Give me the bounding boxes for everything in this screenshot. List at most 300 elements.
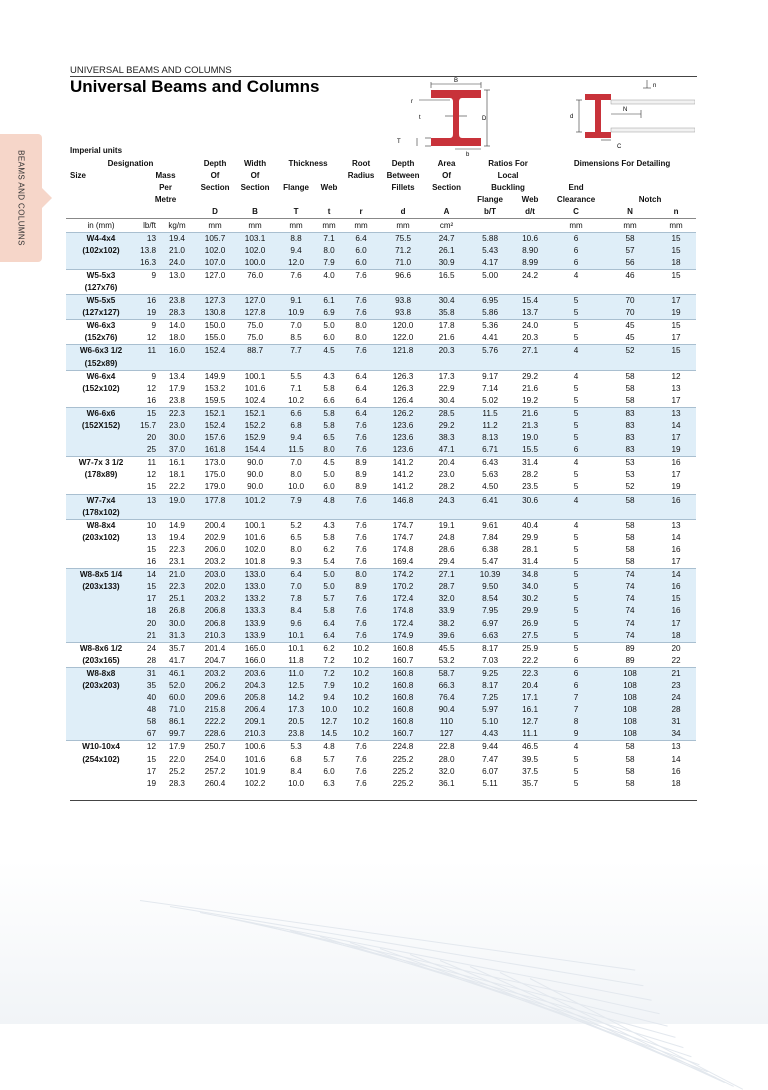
cell-width-B: 90.0 — [235, 457, 275, 470]
diagram-label-c: C — [617, 144, 622, 150]
header-symbol-d: d — [400, 207, 406, 217]
diagram-label-r: r — [411, 99, 413, 105]
cell-notch-N: 57 — [604, 245, 656, 257]
cell-mass-kgm: 28.3 — [169, 778, 185, 788]
cell-clearance-C: 8 — [548, 716, 604, 728]
cell-mass-lbft: 11 — [136, 457, 159, 470]
cell-designation: (102x102) — [66, 245, 136, 257]
table-row — [66, 692, 696, 704]
header-symbol-dt: d/t — [525, 207, 535, 217]
cell-web-t: 7.2 — [317, 667, 341, 680]
cell-area-A: 38.3 — [425, 432, 468, 444]
cell-depth-d: 121.8 — [381, 345, 425, 358]
cell-designation: W7-7x 3 1/2 — [66, 457, 136, 470]
cell-flange-T: 6.8 — [290, 754, 302, 764]
cell-mass-kgm: 37.0 — [159, 444, 195, 457]
cell-mass-lbft: 31 — [136, 667, 159, 680]
cell-designation — [66, 444, 136, 457]
cell-depth-D: 228.6 — [195, 728, 235, 741]
cell-web-t: 6.2 — [317, 642, 341, 655]
cell-depth-D: 206.8 — [195, 605, 235, 617]
cell-depth-D: 206.2 — [195, 680, 235, 692]
cell-mass-lbft: 13 — [136, 494, 159, 507]
cell-notch-n: 16 — [656, 605, 696, 617]
table-row — [66, 766, 696, 778]
cell-ratio-bT: 9.44 — [468, 741, 512, 754]
cell-clearance-C: 5 — [548, 605, 604, 617]
cell-mass-kgm: 25.2 — [169, 766, 185, 776]
cell-root-r: 8.0 — [355, 333, 367, 343]
header-symbol-C: C — [573, 207, 579, 217]
cell-web-t: 7.2 — [323, 655, 335, 665]
cell-area-A: 127 — [425, 728, 468, 741]
cell-depth-d: 160.7 — [392, 655, 414, 665]
cell-depth-D: 201.4 — [195, 642, 235, 655]
cell-clearance-C: 4 — [548, 370, 604, 383]
cell-area-A: 29.2 — [425, 420, 468, 432]
cell-root-r: 8.0 — [341, 320, 381, 333]
cell-flange-T: 7.0 — [275, 581, 317, 593]
table-row — [66, 605, 696, 617]
cell-depth-d: 120.0 — [381, 320, 425, 333]
cell-web-t: 7.9 — [317, 680, 341, 692]
cell-mass-lbft: 13 — [146, 532, 156, 542]
cell-width-B: 100.1 — [235, 370, 275, 383]
cell-ratio-dt: 26.9 — [512, 617, 548, 629]
cell-notch-N: 74 — [604, 593, 656, 605]
cell-area-A: 24.3 — [425, 494, 468, 507]
cell-web-t: 5.7 — [317, 593, 341, 605]
background-streak — [140, 900, 635, 971]
cell-notch-n: 18 — [671, 778, 681, 788]
table-row — [66, 370, 696, 383]
background-streak — [170, 906, 644, 986]
cell-ratio-dt: 10.6 — [512, 232, 548, 245]
cell-notch-N: 53 — [625, 470, 635, 480]
cell-area-A: 76.4 — [425, 692, 468, 704]
cell-designation: (152X152) — [66, 420, 136, 432]
table-row — [66, 680, 696, 692]
cell-notch-n: 16 — [656, 581, 696, 593]
cell-mass-lbft: 12 — [146, 333, 156, 343]
cell-notch-N: 58 — [625, 754, 635, 764]
cell-ratio-bT: 9.50 — [468, 581, 512, 593]
cell-mass-lbft: 35 — [136, 680, 159, 692]
cell-depth-D: 127.0 — [195, 269, 235, 282]
cell-ratio-dt: 27.1 — [512, 345, 548, 358]
cell-notch-n: 13 — [656, 741, 696, 754]
cell-area-A: 26.1 — [425, 245, 468, 257]
cell-flange-T: 11.5 — [275, 444, 317, 457]
cell-width-B: 100.1 — [235, 519, 275, 532]
cell-mass-kgm: 22.3 — [159, 407, 195, 420]
cell-mass-kgm: 46.1 — [159, 667, 195, 680]
header-area-of: Of — [442, 171, 451, 181]
header-row-2 — [66, 170, 696, 182]
cell-area-A: 36.1 — [438, 778, 455, 788]
cell-ratio-dt: 25.9 — [512, 642, 548, 655]
header-ratio-web: Web — [521, 195, 539, 205]
cell-web-t: 5.0 — [317, 320, 341, 333]
cell-designation — [66, 432, 136, 444]
cell-depth-D: 210.3 — [195, 630, 235, 643]
cell-ratio-dt: 21.6 — [512, 407, 548, 420]
cell-mass-kgm: 31.3 — [159, 630, 195, 643]
cell-width-B: 166.0 — [244, 655, 266, 665]
cell-flange-T — [275, 358, 317, 371]
cell-notch-n: 16 — [671, 766, 681, 776]
cell-ratio-bT: 5.63 — [482, 470, 499, 480]
cell-clearance-C: 5 — [573, 532, 579, 542]
cell-clearance-C: 4 — [548, 741, 604, 754]
cell-mass-kgm: 18.0 — [169, 333, 185, 343]
cell-ratio-dt: 12.7 — [512, 716, 548, 728]
cell-flange-T: 9.4 — [275, 245, 317, 257]
cell-width-B: 206.4 — [235, 704, 275, 716]
cell-notch-N: 45 — [625, 333, 635, 343]
cell-area-A: 28.0 — [438, 754, 455, 764]
cell-depth-D: 204.7 — [204, 655, 226, 665]
cell-depth-d: 93.8 — [381, 307, 425, 320]
cell-mass-lbft: 19 — [146, 778, 156, 788]
cell-ratio-dt: 30.6 — [512, 494, 548, 507]
table-row — [66, 630, 696, 643]
cell-ratio-bT: 8.17 — [468, 680, 512, 692]
cell-web-t: 6.0 — [323, 766, 335, 776]
cell-depth-D: 203.2 — [195, 667, 235, 680]
cell-flange-T: 8.0 — [290, 544, 302, 554]
cell-designation — [66, 704, 136, 716]
cell-depth-d: 174.7 — [381, 519, 425, 532]
cell-mass-lbft: 17 — [146, 766, 156, 776]
table-row — [66, 444, 696, 457]
cell-depth-D: 157.6 — [195, 432, 235, 444]
cell-depth-d: 160.8 — [381, 704, 425, 716]
cell-area-A: 30.4 — [438, 395, 455, 405]
cell-clearance-C: 5 — [548, 642, 604, 655]
cell-flange-T: 23.8 — [275, 728, 317, 741]
cell-root-r: 7.6 — [355, 754, 367, 764]
cell-area-A: 28.6 — [438, 544, 455, 554]
unit-cell: mm — [317, 219, 341, 232]
cell-ratio-dt: 29.9 — [512, 605, 548, 617]
cell-ratio-dt: 30.2 — [512, 593, 548, 605]
cell-flange-T: 10.1 — [275, 630, 317, 643]
cell-mass-kgm: 26.8 — [159, 605, 195, 617]
cell-area-A — [425, 358, 468, 371]
cell-depth-d: 141.2 — [392, 482, 414, 492]
cell-designation: (203x203) — [66, 680, 136, 692]
cell-area-A: 20.4 — [425, 457, 468, 470]
cell-root-r: 6.4 — [341, 407, 381, 420]
cell-ratio-dt — [512, 507, 548, 520]
cell-notch-N: 52 — [625, 482, 635, 492]
header-end: End — [568, 183, 584, 193]
header-symbol-n: n — [673, 207, 679, 217]
header-symbol-D: D — [212, 207, 218, 217]
cell-web-t: 9.4 — [317, 692, 341, 704]
header-width-of: Of — [250, 171, 260, 181]
cell-mass-lbft — [136, 358, 159, 371]
cell-designation: (152x76) — [84, 333, 118, 343]
cell-mass-lbft: 21 — [136, 630, 159, 643]
unit-cell: mm — [235, 219, 275, 232]
cell-width-B: 90.0 — [247, 482, 263, 492]
header-radius: Radius — [347, 171, 375, 181]
cell-mass-lbft: 12 — [146, 470, 156, 480]
cell-designation — [66, 605, 136, 617]
running-header: UNIVERSAL BEAMS AND COLUMNS — [70, 65, 232, 76]
header-symbol-A: A — [443, 207, 450, 217]
cell-depth-D — [195, 507, 235, 520]
cell-mass-lbft: 15 — [146, 482, 156, 492]
cell-notch-n: 28 — [656, 704, 696, 716]
header-row-1 — [66, 158, 696, 170]
cell-notch-n: 19 — [656, 307, 696, 320]
cell-clearance-C: 6 — [548, 257, 604, 270]
cell-width-B: 101.2 — [235, 494, 275, 507]
cell-flange-T: 6.4 — [275, 569, 317, 582]
cell-designation: (203x165) — [82, 655, 120, 665]
cell-width-B: 102.2 — [244, 778, 266, 788]
cell-mass-kgm: 16.1 — [159, 457, 195, 470]
cell-depth-d: 169.4 — [392, 557, 414, 567]
cell-web-t — [317, 507, 341, 520]
cell-area-A: 29.4 — [438, 557, 455, 567]
cell-depth-d: 126.3 — [392, 383, 414, 393]
cell-depth-D: 161.8 — [195, 444, 235, 457]
cell-mass-kgm: 25.1 — [159, 593, 195, 605]
cell-width-B: 133.9 — [235, 630, 275, 643]
cell-mass-kgm: 60.0 — [159, 692, 195, 704]
cell-notch-N — [604, 507, 656, 520]
cell-mass-lbft: 10 — [136, 519, 159, 532]
cell-notch-N: 58 — [604, 494, 656, 507]
cell-web-t: 8.0 — [317, 245, 341, 257]
cell-depth-d: 160.8 — [381, 692, 425, 704]
cell-mass-kgm: 14.9 — [159, 519, 195, 532]
cell-clearance-C: 5 — [573, 557, 579, 567]
cell-ratio-bT: 9.61 — [468, 519, 512, 532]
cell-mass-lbft — [136, 507, 159, 520]
cell-clearance-C: 5 — [573, 778, 579, 788]
cell-depth-d — [381, 507, 425, 520]
cell-depth-d: 174.8 — [381, 605, 425, 617]
cell-web-t: 5.8 — [317, 407, 341, 420]
cell-designation: W6-6x6 — [66, 407, 136, 420]
cell-depth-d: 225.2 — [392, 766, 414, 776]
cell-notch-N: 46 — [604, 269, 656, 282]
cell-clearance-C: 6 — [548, 680, 604, 692]
cell-clearance-C: 4 — [548, 269, 604, 282]
cell-depth-D: 155.0 — [204, 333, 226, 343]
cell-clearance-C: 5 — [573, 333, 579, 343]
cell-depth-D: 105.7 — [195, 232, 235, 245]
table-row — [66, 507, 696, 520]
table-row — [66, 569, 696, 582]
cell-flange-T: 10.9 — [275, 307, 317, 320]
table-row — [66, 532, 696, 544]
cell-clearance-C: 4 — [548, 345, 604, 358]
cell-clearance-C: 5 — [548, 432, 604, 444]
header-symbol-T: T — [293, 207, 299, 217]
cell-clearance-C: 5 — [548, 420, 604, 432]
cell-flange-T: 5.5 — [275, 370, 317, 383]
cell-depth-d: 141.2 — [392, 470, 414, 480]
cell-ratio-bT: 7.03 — [482, 655, 499, 665]
cell-root-r: 7.6 — [341, 420, 381, 432]
cell-notch-N: 108 — [604, 692, 656, 704]
cell-root-r — [341, 282, 381, 295]
cell-notch-N: 52 — [604, 345, 656, 358]
cell-mass-lbft: 16 — [146, 395, 156, 405]
cell-mass-lbft: 16.3 — [136, 257, 159, 270]
cell-notch-N: 70 — [604, 307, 656, 320]
cell-depth-D: 250.7 — [195, 741, 235, 754]
cell-mass-lbft: 13.8 — [136, 245, 159, 257]
cell-mass-kgm: 18.1 — [169, 470, 185, 480]
cell-area-A: 38.2 — [425, 617, 468, 629]
cell-ratio-dt: 19.0 — [512, 432, 548, 444]
cell-flange-T: 14.2 — [275, 692, 317, 704]
cell-flange-T: 9.3 — [290, 557, 302, 567]
cell-mass-lbft: 67 — [136, 728, 159, 741]
beam-section-diagram — [395, 76, 695, 158]
cell-width-B: 127.0 — [235, 295, 275, 308]
cell-area-A: 27.1 — [425, 569, 468, 582]
cell-notch-n: 17 — [656, 617, 696, 629]
header-per: Per — [159, 183, 172, 193]
cell-width-B: 133.2 — [235, 593, 275, 605]
cell-width-B: 204.3 — [235, 680, 275, 692]
cell-ratio-dt: 39.5 — [522, 754, 539, 764]
cell-depth-d: 93.8 — [381, 295, 425, 308]
table-row — [66, 345, 696, 358]
cell-notch-N: 53 — [604, 457, 656, 470]
cell-mass-kgm: 19.4 — [169, 532, 185, 542]
cell-mass-kgm — [159, 358, 195, 371]
cell-mass-lbft: 15 — [146, 754, 156, 764]
background-streak — [470, 966, 725, 1083]
cell-notch-N: 58 — [625, 778, 635, 788]
cell-mass-kgm: 13.0 — [159, 269, 195, 282]
cell-width-B: 75.0 — [247, 333, 263, 343]
cell-depth-d: 141.2 — [381, 457, 425, 470]
cell-width-B: 133.0 — [235, 569, 275, 582]
cell-area-A: 19.1 — [425, 519, 468, 532]
cell-width-B: 210.3 — [235, 728, 275, 741]
cell-depth-D: 152.4 — [195, 345, 235, 358]
header-clearance: Clearance — [556, 195, 596, 205]
cell-root-r: 10.2 — [341, 642, 381, 655]
cell-depth-d — [381, 282, 425, 295]
cell-notch-n: 15 — [656, 320, 696, 333]
cell-web-t: 8.0 — [317, 444, 341, 457]
cell-depth-d: 160.8 — [381, 716, 425, 728]
cell-depth-d: 123.6 — [381, 432, 425, 444]
cell-ratio-bT: 7.25 — [468, 692, 512, 704]
cell-area-A: 24.7 — [425, 232, 468, 245]
table-row — [66, 617, 696, 629]
cell-notch-N — [604, 358, 656, 371]
cell-depth-d: 96.6 — [381, 269, 425, 282]
cell-depth-D: 173.0 — [195, 457, 235, 470]
table-row — [66, 332, 696, 345]
cell-mass-kgm: 23.0 — [159, 420, 195, 432]
cell-area-A: 23.0 — [438, 470, 455, 480]
cell-notch-N: 89 — [604, 642, 656, 655]
cell-root-r: 7.6 — [341, 295, 381, 308]
cell-flange-T: 17.3 — [275, 704, 317, 716]
cell-ratio-bT: 10.39 — [468, 569, 512, 582]
cell-flange-T — [275, 282, 317, 295]
cell-depth-d: 146.8 — [381, 494, 425, 507]
cell-ratio-bT: 5.97 — [468, 704, 512, 716]
cell-ratio-bT: 9.25 — [468, 667, 512, 680]
cell-flange-T: 10.0 — [288, 482, 304, 492]
cell-area-A: 30.4 — [425, 295, 468, 308]
cell-depth-d: 160.8 — [381, 642, 425, 655]
cell-ratio-bT: 4.43 — [468, 728, 512, 741]
cell-designation: (152x89) — [66, 358, 136, 371]
table-row — [66, 269, 696, 282]
cell-area-A: 17.8 — [425, 320, 468, 333]
cell-notch-n — [656, 358, 696, 371]
cell-mass-lbft: 48 — [136, 704, 159, 716]
table-row — [66, 457, 696, 470]
cell-clearance-C: 5 — [573, 544, 579, 554]
table-row — [66, 754, 696, 766]
unit-cell: in (mm) — [66, 219, 136, 232]
cell-web-t: 5.7 — [323, 754, 335, 764]
cell-notch-N: 89 — [625, 655, 635, 665]
cell-ratio-bT — [468, 507, 512, 520]
header-symbol-t: t — [327, 207, 331, 217]
cell-mass-kgm: 21.0 — [159, 245, 195, 257]
units-label: Imperial units — [70, 146, 123, 155]
cell-ratio-dt: 40.4 — [512, 519, 548, 532]
cell-ratio-dt: 15.4 — [512, 295, 548, 308]
cell-area-A: 17.3 — [425, 370, 468, 383]
cell-depth-d: 123.6 — [381, 444, 425, 457]
cell-depth-d: 75.5 — [381, 232, 425, 245]
cell-area-A: 110 — [425, 716, 468, 728]
cell-clearance-C: 5 — [548, 593, 604, 605]
cell-clearance-C: 5 — [548, 630, 604, 643]
cell-web-t: 7.9 — [317, 257, 341, 270]
cell-depth-d: 160.7 — [381, 728, 425, 741]
header-symbol-bT: b/T — [484, 207, 497, 217]
cell-width-B: 101.9 — [244, 766, 266, 776]
cell-width-B: 102.0 — [235, 245, 275, 257]
cell-ratio-bT: 5.47 — [482, 557, 499, 567]
header-row-3 — [66, 182, 696, 194]
section-table-container — [66, 158, 696, 790]
cell-flange-T: 6.8 — [275, 420, 317, 432]
header-root: Root — [351, 159, 371, 169]
table-row — [66, 581, 696, 593]
cell-clearance-C: 5 — [573, 766, 579, 776]
cell-ratio-bT: 5.86 — [468, 307, 512, 320]
decorative-background — [0, 860, 768, 1024]
cell-flange-T: 7.8 — [275, 593, 317, 605]
cell-notch-n — [656, 507, 696, 520]
cell-width-B: 103.1 — [235, 232, 275, 245]
header-width-section: Section — [240, 183, 270, 193]
cell-designation: W5-5x3 — [66, 269, 136, 282]
cell-clearance-C — [548, 507, 604, 520]
cell-root-r — [341, 358, 381, 371]
